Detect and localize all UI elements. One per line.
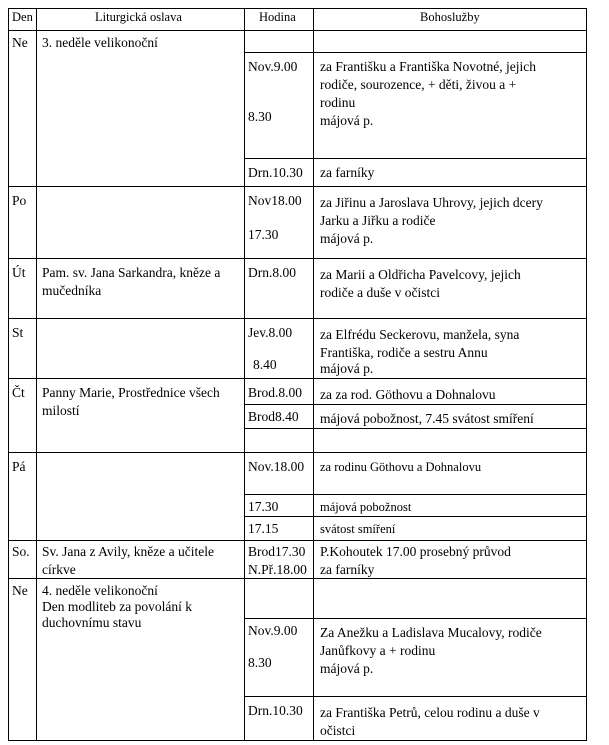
celebration-line: mučedníka — [42, 283, 102, 298]
day-cell: Pá — [12, 459, 26, 474]
table-border-bottom — [8, 740, 587, 741]
service-line: za Františku a Františka Novotné, jejich — [320, 59, 536, 74]
service-line: rodiče, sourozence, + děti, živou a + — [320, 77, 517, 92]
time-line: Drn.10.30 — [248, 165, 303, 180]
service-line: Františka, rodiče a sestru Annu — [320, 345, 488, 360]
day-cell: Čt — [12, 385, 25, 400]
table-border-top — [8, 8, 587, 9]
service-line: svátost smíření — [320, 522, 396, 536]
service-line: rodiče a duše v očistci — [320, 285, 440, 300]
table-border-left — [8, 8, 9, 741]
subrow-divider — [244, 516, 587, 517]
time-line: N.Př.18.00 — [248, 562, 307, 577]
header-services: Bohoslužby — [420, 10, 480, 24]
service-line: za Marii a Oldřicha Pavelcovy, jejich — [320, 267, 521, 282]
time-line: 8.30 — [248, 109, 272, 124]
service-line: Janůfkovy a + rodinu — [320, 643, 436, 658]
header-day: Den — [12, 10, 33, 24]
row-divider — [8, 186, 587, 187]
row-divider — [8, 452, 587, 453]
service-line: Jarku a Jiřku a rodiče — [320, 213, 436, 228]
celebration-line: Pam. sv. Jana Sarkandra, kněze a — [42, 265, 221, 280]
service-line: očistci — [320, 723, 356, 738]
time-line: 17.30 — [248, 499, 279, 514]
time-line: Jev.8.00 — [248, 325, 293, 340]
row-divider — [8, 578, 587, 579]
service-line: za za rod. Göthovu a Dohnalovu — [320, 387, 496, 402]
time-line: Brod8.40 — [248, 409, 299, 424]
service-line: májová pobožnost — [320, 500, 412, 514]
service-line: za Jiřinu a Jaroslava Uhrovy, jejich dcery — [320, 195, 543, 210]
row-divider — [8, 30, 587, 31]
table-border-right — [586, 8, 587, 741]
celebration-line: Sv. Jana z Avily, kněze a učitele — [42, 544, 214, 559]
celebration-line: 3. neděle velikonoční — [42, 35, 158, 50]
time-line: Nov.18.00 — [248, 459, 305, 474]
service-line: rodinu — [320, 95, 356, 110]
service-line: májová p. — [320, 231, 374, 246]
day-cell: Ne — [12, 583, 28, 598]
day-cell: Út — [12, 265, 26, 280]
time-line: Brod.8.00 — [248, 385, 302, 400]
time-line: 17.15 — [248, 521, 279, 536]
column-divider — [36, 8, 37, 741]
subrow-divider — [244, 494, 587, 495]
row-divider — [8, 378, 587, 379]
header-time: Hodina — [259, 10, 296, 24]
service-line: májová p. — [320, 361, 374, 376]
day-cell: Po — [12, 193, 27, 208]
time-line: Drn.8.00 — [248, 265, 296, 280]
time-line: 8.30 — [248, 655, 272, 670]
service-line: májová pobožnost, 7.45 svátost smíření — [320, 411, 534, 426]
time-line: 8.40 — [253, 357, 277, 372]
celebration-line: Panny Marie, Prostřednice všech — [42, 385, 220, 400]
time-line: Brod17.30 — [248, 544, 306, 559]
day-cell: St — [12, 325, 24, 340]
row-divider — [8, 258, 587, 259]
service-line: májová p. — [320, 661, 374, 676]
celebration-line: duchovnímu stavu — [42, 615, 142, 630]
celebration-line: milostí — [42, 403, 80, 418]
service-line: májová p. — [320, 113, 374, 128]
subrow-divider — [244, 618, 587, 619]
subrow-divider — [244, 696, 587, 697]
time-line: Nov.9.00 — [248, 623, 298, 638]
service-line: za farníky — [320, 165, 375, 180]
service-line: za Františka Petrů, celou rodinu a duše v — [320, 705, 540, 720]
time-line: 17.30 — [248, 227, 279, 242]
column-divider — [313, 8, 314, 741]
service-line: P.Kohoutek 17.00 prosebný průvod — [320, 544, 511, 559]
time-line: Nov.9.00 — [248, 59, 298, 74]
row-divider — [8, 540, 587, 541]
service-line: Za Anežku a Ladislava Mucalovy, rodiče — [320, 625, 542, 640]
celebration-line: církve — [42, 562, 76, 577]
subrow-divider — [244, 428, 587, 429]
subrow-divider — [244, 158, 587, 159]
time-line: Drn.10.30 — [248, 703, 303, 718]
subrow-divider — [244, 52, 587, 53]
service-line: za farníky — [320, 562, 375, 577]
column-divider — [244, 8, 245, 741]
service-line: za Elfrédu Seckerovu, manžela, syna — [320, 327, 520, 342]
time-line: Nov18.00 — [248, 193, 302, 208]
header-celebration: Liturgická oslava — [95, 10, 182, 24]
celebration-line: Den modliteb za povolání k — [42, 599, 192, 614]
day-cell: Ne — [12, 35, 28, 50]
celebration-line: 4. neděle velikonoční — [42, 583, 158, 598]
row-divider — [8, 318, 587, 319]
subrow-divider — [244, 404, 587, 405]
day-cell: So. — [12, 544, 30, 559]
service-line: za rodinu Göthovu a Dohnalovu — [320, 460, 482, 474]
